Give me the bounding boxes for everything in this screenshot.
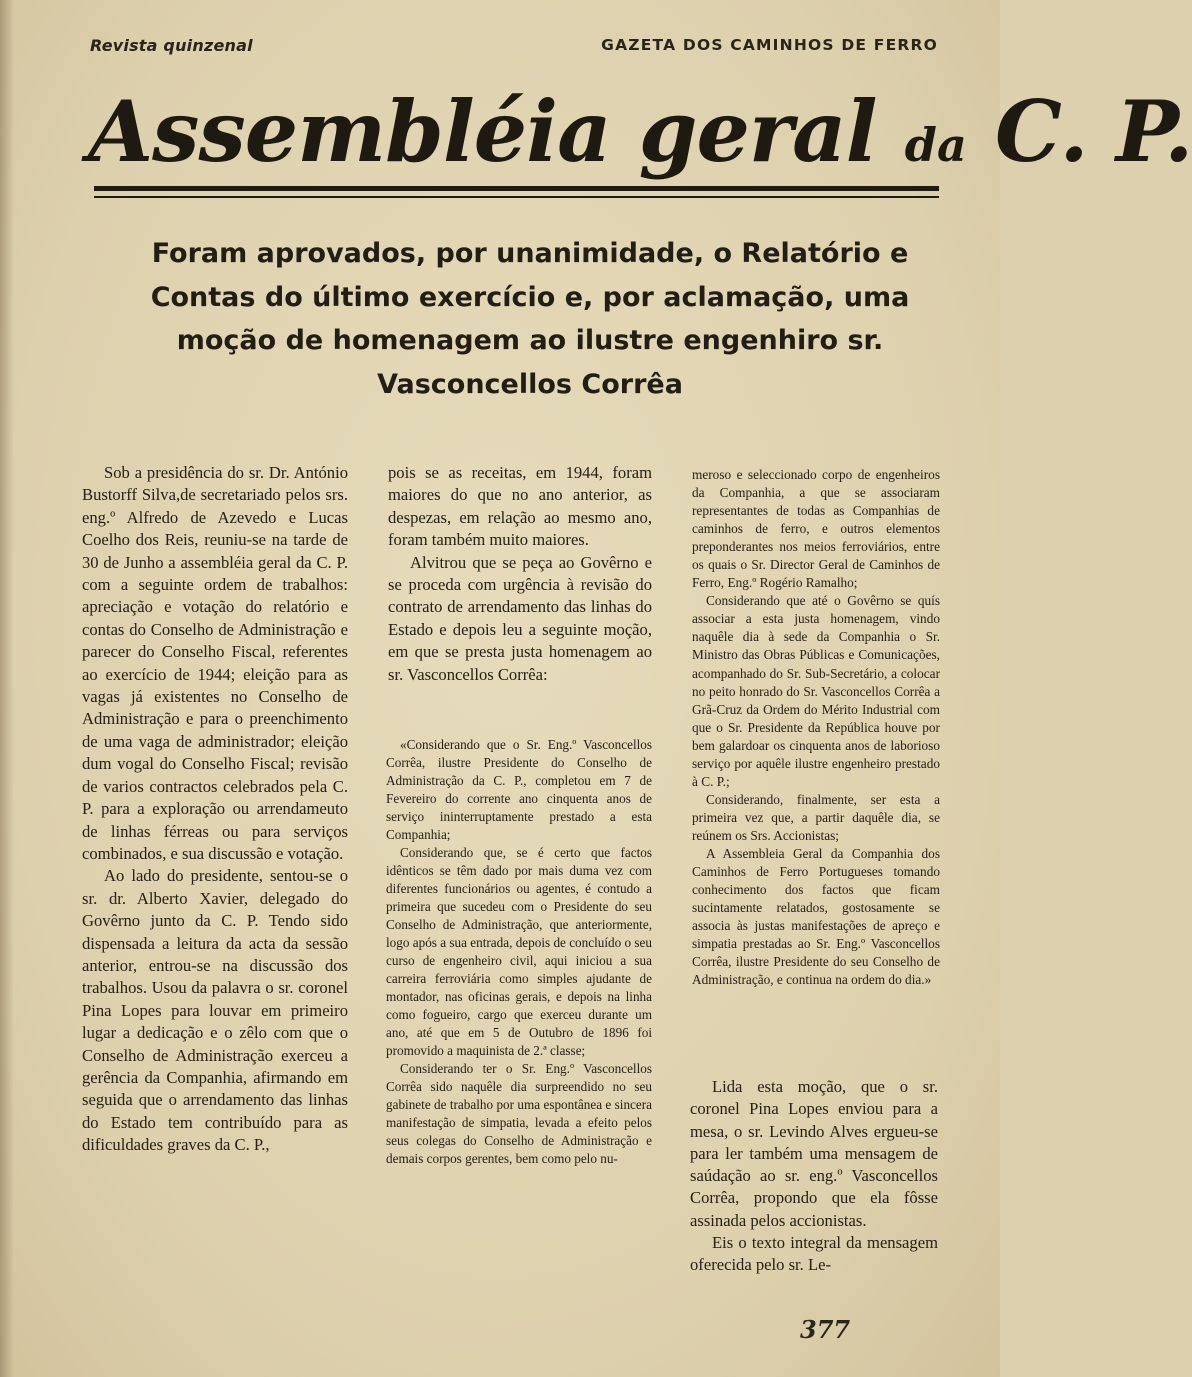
column-3-continuation: [690, 1076, 938, 1277]
paragraph: Alvitrou que se peça ao Govêrno e se proceda com urgência à revisão do contrato de arrendamento das linhas do Estado e depois leu a seguinte moção, em que se presta justa homenagem ao sr. Vasconcellos Corrêa:: [388, 552, 652, 684]
paragraph: Ao lado do presidente, sentou-se o sr. dr. Alberto Xavier, delegado do Govêrno junto da C. P. Tendo sido dispensada a leitura da acta da sessão anterior, entrou-se na discussão dos trabalhos. Usou da palavra o sr. coronel Pina Lopes para louvar em primeiro lugar a dedicação e o zêlo com que o Conselho de Administração exerceu a gerência da Companhia, afirmando em seguida que o arrendamento das linhas do Estado tem contribuído para as dificuldades graves da C. P.,: [82, 866, 348, 1155]
header-left: Revista quinzenal: [90, 36, 253, 55]
page-edge-shadow: [0, 0, 14, 1377]
column-1: [82, 462, 348, 1157]
title-rule-thick: [94, 186, 939, 191]
quote-paragraph: «Considerando que o Sr. Eng.º Vasconcellos Corrêa, ilustre Presidente do Conselho de Administração da C. P., completou em 7 de Fevereiro do corrente ano cinquenta anos de serviço ininterruptamente prestado a esta Companhia;: [386, 737, 652, 842]
quote-paragraph: Considerando ter o Sr. Eng.º Vasconcellos Corrêa sido naquêle dia surpreendido no seu gabinete de trabalho por uma espontânea e sincera manifestação de simpatia, levada a efeito pelos seus colegas do Conselho de Administração e demais corpos gerentes, bem como pelo nu-: [386, 1061, 652, 1166]
quote-paragraph: A Assembleia Geral da Companhia dos Caminhos de Ferro Portugueses tomando conhecimento dos factos que ficam sucintamente relatados, gostosamente se associa às justas manifestações de apreço e simpatia prestadas ao Sr. Eng.º Vasconcellos Corrêa, ilustre Presidente do seu Conselho de Administração, e continua na ordem do dia.»: [692, 845, 940, 988]
title-rule-thin: [94, 196, 939, 198]
quote-paragraph: Considerando que até o Govêrno se quís associar a esta justa homenagem, vindo naquêle dia à sede da Companhia o Sr. Ministro das Obras Públicas e Comunicações, acompanhado do Sr. Sub-Secretário, a colocar no peito honrado do Sr. Vasconcellos Corrêa a Grã-Cruz da Ordem do Mérito Industrial com que o Sr. Presidente da República houve por bem galardoar os cinquenta anos de laborioso serviço por aquêle ilustre engenheiro prestado à C. P.;: [692, 593, 940, 789]
paragraph: Sob a presidência do sr. Dr. António Bustorff Silva,de secretariado pelos srs. eng.º Alfredo de Azevedo e Lucas Coelho dos Reis, reuniu-se na tarde de 30 de Junho a assembléia geral da C. P. com a seguinte ordem de trabalhos: apreciação e votação do relatório e contas do Conselho de Administração e parecer do Conselho Fiscal, referentes ao exercício de 1944; eleição para as vagas já existentes no Conselho de Administração e para o preenchimento de uma vaga de administrador; eleição dum vogal do Conselho Fiscal; revisão de varios contractos celebrados pela C. P. para a exploração ou arrendameuto de linhas férreas ou para serviços combinados, e sua discussão e votação.: [82, 463, 348, 863]
title-small: da: [904, 118, 967, 172]
motion-quote: [386, 736, 652, 1168]
paragraph: pois se as receitas, em 1944, foram maiores do que no ano anterior, as despezas, em relação ao mesmo ano, foram também muito maiores.: [388, 463, 652, 550]
quote-paragraph: Considerando, finalmente, ser esta a primeira vez que, a partir daquêle dia, se reúnem os Srs. Accionistas;: [692, 791, 940, 843]
paragraph: Eis o texto integral da mensagem oferecida pelo sr. Le-: [690, 1233, 938, 1275]
title-main: Assembléia geral: [88, 82, 877, 181]
column-3: [692, 466, 940, 989]
page-number: 377: [800, 1315, 851, 1344]
paragraph: Lida esta moção, que o sr. coronel Pina Lopes enviou para a mesa, o sr. Levindo Alves ergueu-se para ler também uma mensagem de saúdação ao sr. eng.º Vasconcellos Corrêa, propondo que ela fôsse assinada pelos accionistas.: [690, 1077, 938, 1230]
quote-paragraph: Considerando que, se é certo que factos idênticos se têm dado por mais duma vez com diferentes funcionários ou agentes, é contudo a primeira que sucedeu com o Presidente do seu Conselho de Administração, que anteriormente, logo após a sua entrada, depois de concluído o seu curso de engenheiro civil, aqui iniciou a sua carreira ferroviária como simples ajudante de montador, nas oficinas gerais, e depois na linha como fogueiro, cargo que exerceu durante um ano, até que em 5 de Outubro de 1896 foi promovido a maquinista de 2.ª classe;: [386, 845, 652, 1058]
quote-paragraph: meroso e seleccionado corpo de engenheiros da Companhia, a que se associaram representantes de todas as Companhias de caminhos de ferro, e outros elementos preponderantes nos meios ferroviários, entre os quais o Sr. Director Geral de Caminhos de Ferro, Eng.º Rogério Ramalho;: [692, 467, 940, 591]
header-right: GAZETA DOS CAMINHOS DE FERRO: [601, 36, 938, 54]
title-end: C. P.: [995, 82, 1192, 181]
article-title: [88, 82, 1192, 181]
article-subtitle: Foram aprovados, por unanimidade, o Relatório e Contas do último exercício e, por aclamação, uma moção de homenagem ao ilustre engenhiro sr. Vasconcellos Corrêa: [150, 238, 910, 400]
column-2: [388, 462, 652, 686]
